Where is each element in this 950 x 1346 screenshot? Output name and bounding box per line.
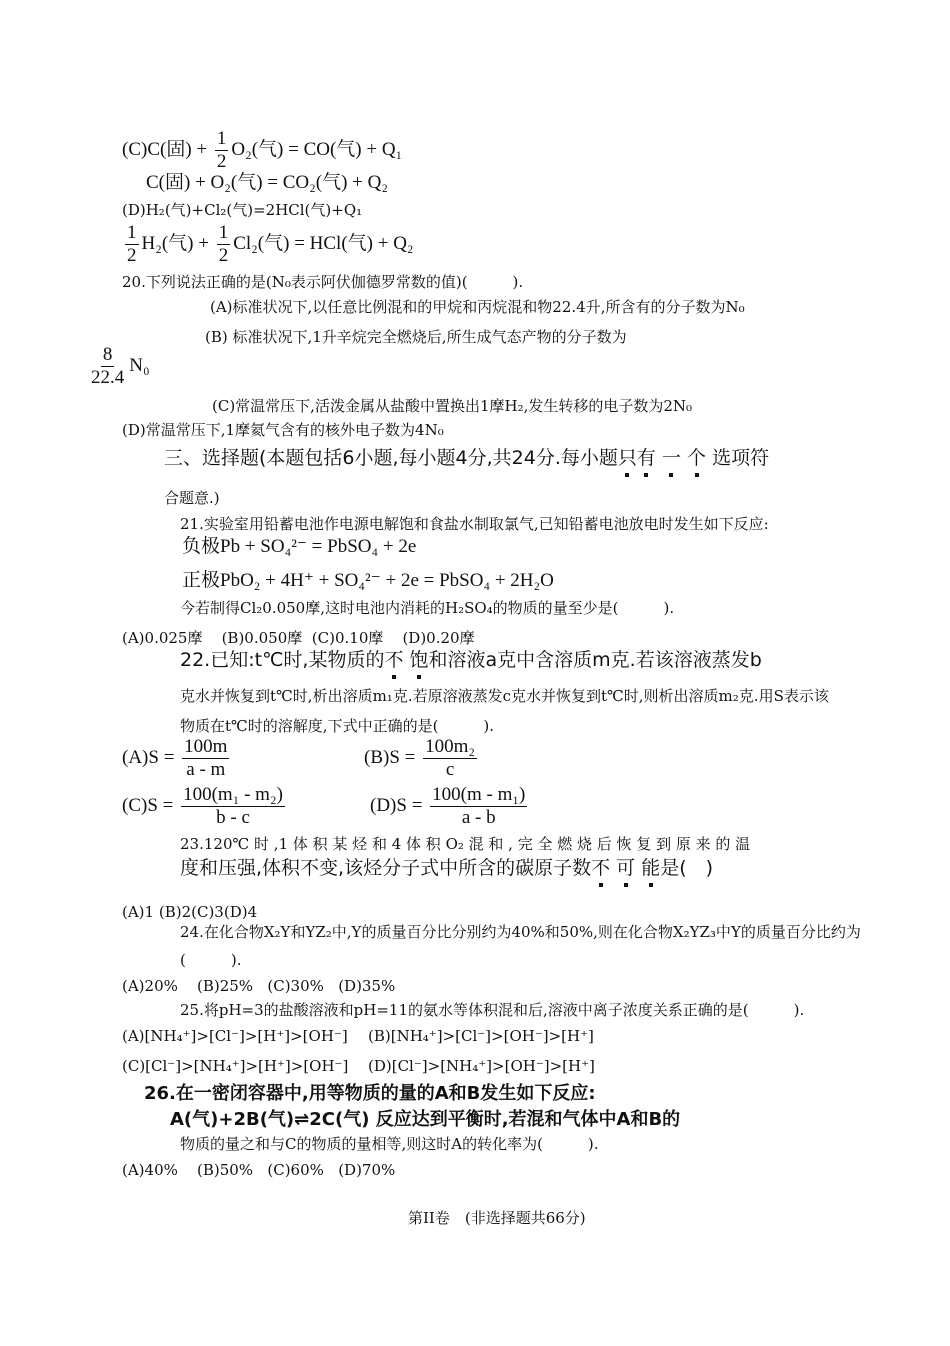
fraction: $\frac{8}{22.4}$ xyxy=(91,344,125,388)
q21-ask: 今若制得Cl₂0.050摩,这时电池内消耗的H₂SO₄的物质的量至少是( ). xyxy=(180,599,675,617)
q25-option-a: (A)[NH₄⁺]>[Cl⁻]>[H⁺]>[OH⁻] xyxy=(122,1027,348,1045)
q26-line1: 26.在一密闭容器中,用等物质的量的A和B发生如下反应: xyxy=(144,1083,596,1104)
q22-option-b: (B)S = $\frac{\text{100m₂}}{c}$ xyxy=(364,736,476,780)
fraction: $\frac{1}{2}$ xyxy=(127,222,137,266)
q22-option-d: (D)S = $\frac{\text{100(m - m₁)}}{a - b}$ xyxy=(370,784,526,828)
q21-positive-electrode: 正极PbO₂ + 4H⁺ + SO₄²⁻ + 2e = PbSO₄ + 2H₂O xyxy=(182,570,554,591)
q25-option-c: (C)[Cl⁻]>[NH₄⁺]>[H⁺]>[OH⁻] xyxy=(122,1057,349,1075)
section-title-cont: 合题意.) xyxy=(164,489,220,507)
q22-option-c: (C)S = $\frac{\text{100(m₁ - m₂)}}{b - c}$ xyxy=(122,784,283,828)
q20-option-a: (A)标准状况下,以任意比例混和的甲烷和丙烷混和物22.4升,所含有的分子数为N₀ xyxy=(210,298,745,316)
q26-line2: A(气)+2B(气)⇌2C(气) 反应达到平衡时,若混和气体中A和B的 xyxy=(170,1109,681,1130)
q21-negative-electrode: 负极Pb + SO₄²⁻ = PbSO₄ + 2e xyxy=(182,536,417,557)
part-two-heading: 第II卷 (非选择题共66分) xyxy=(408,1209,586,1227)
q19-c-line2: C(固) + O₂(气) = CO₂(气) + Q₂ xyxy=(146,172,388,193)
q24-options: (A)20% (B)25% (C)30% (D)35% xyxy=(122,977,396,995)
fraction: $\frac{1}{2}$ xyxy=(218,222,229,266)
q25-option-b: (B)[NH₄⁺]>[Cl⁻]>[OH⁻]>[H⁺] xyxy=(368,1027,594,1045)
q22-line3: 物质在t℃时的溶解度,下式中正确的是( ). xyxy=(180,717,495,735)
q19-c-line1: (C)C(固) + $\frac{1}{2}$ O₂(气) = CO(气) + Q₁ xyxy=(122,128,403,172)
q19-d-line2: $\frac{1}{2}$ H₂(气) + $\frac{1}{2}$ Cl₂(气) = HCl(气) + Q₂ xyxy=(127,222,414,266)
q20-stem: 20.下列说法正确的是(N₀表示阿伏伽德罗常数的值)( ). xyxy=(122,273,524,291)
q22-option-a: (A)S = $\frac{100m}{a - m}$ xyxy=(122,736,228,780)
q24-line1: 24.在化合物X₂Y和YZ₂中,Y的质量百分比分别约为40%和50%,则在化合物X₂YZ₃中Y的质量百分比约为 xyxy=(180,923,861,941)
fraction: $\frac{\text{100(m - m₁)}}{a - b}$ xyxy=(432,784,526,828)
q23-line2: 度和压强,体积不变,该烃分子式中所含的碳原子数不 可 能是( ) xyxy=(180,857,714,879)
q25-stem: 25.将pH=3的盐酸溶液和pH=11的氨水等体积混和后,溶液中离子浓度关系正确的是( ). xyxy=(180,1001,805,1019)
q20-option-d: (D)常温常压下,1摩氦气含有的核外电子数为4N₀ xyxy=(122,421,444,439)
fraction: $\frac{\text{100m₂}}{c}$ xyxy=(425,736,476,780)
q22-line2: 克水并恢复到t℃时,析出溶质m₁克.若原溶液蒸发c克水并恢复到t℃时,则析出溶质m₂克.用S表示该 xyxy=(180,687,829,705)
fraction: $\frac{100m}{a - m}$ xyxy=(184,736,228,780)
q26-line3: 物质的量之和与C的物质的量相等,则这时A的转化率为( ). xyxy=(180,1135,599,1153)
q24-line2: ( ). xyxy=(180,951,242,969)
q23-options: (A)1 (B)2(C)3(D)4 xyxy=(122,903,258,921)
q25-option-d: (D)[Cl⁻]>[NH₄⁺]>[OH⁻]>[H⁺] xyxy=(368,1057,595,1075)
fraction: $\frac{\text{100(m₁ - m₂)}}{b - c}$ xyxy=(183,784,283,828)
q20-option-b-value: $\frac{8}{22.4}$ N₀ xyxy=(91,344,150,388)
q22-stem: 22.已知:t℃时,某物质的不 饱和溶液a克中含溶质m克.若该溶液蒸发b xyxy=(180,649,762,671)
q19-d-line1: (D)H₂(气)+Cl₂(气)=2HCl(气)+Q₁ xyxy=(122,201,363,219)
q21-options: (A)0.025摩 (B)0.050摩 (C)0.10摩 (D)0.20摩 xyxy=(122,629,475,647)
q23-line1: 23.120℃ 时 ,1 体 积 某 烃 和 4 体 积 O₂ 混 和 , 完 全 燃 烧 后 恢 复 到 原 来 的 温 xyxy=(180,835,751,853)
q21-stem: 21.实验室用铅蓄电池作电源电解饱和食盐水制取氯气,已知铅蓄电池放电时发生如下反应: xyxy=(180,515,769,533)
fraction: $\frac{1}{2}$ xyxy=(216,128,227,172)
section-title: 三、选择题(本题包括6小题,每小题4分,共24分.每小题只有 一 个 选项符 xyxy=(164,447,770,469)
q20-option-c: (C)常温常压下,活泼金属从盐酸中置换出1摩H₂,发生转移的电子数为2N₀ xyxy=(212,397,693,415)
q20-option-b: (B) 标准状况下,1升辛烷完全燃烧后,所生成气态产物的分子数为 xyxy=(205,328,627,346)
q26-options: (A)40% (B)50% (C)60% (D)70% xyxy=(122,1161,396,1179)
